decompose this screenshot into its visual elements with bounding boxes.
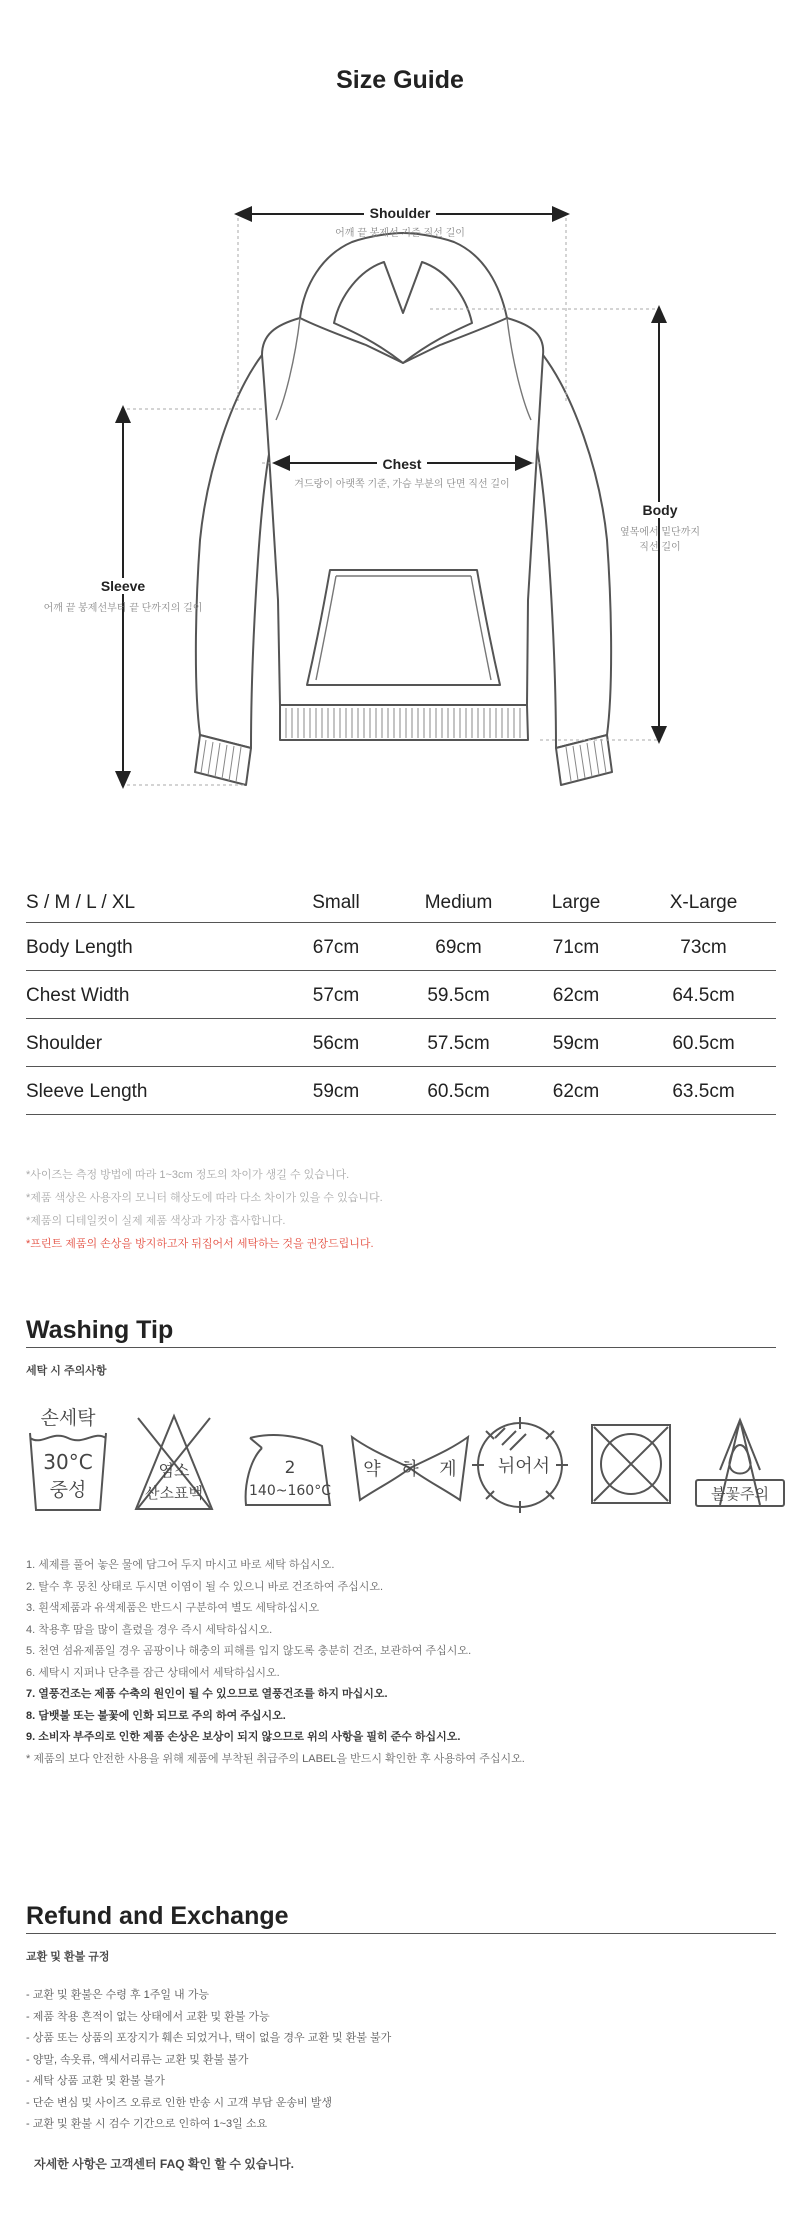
table-cell: 56cm: [276, 1018, 396, 1066]
washing-title: Washing Tip: [26, 1316, 776, 1348]
size-table: [26, 880, 776, 1115]
list-item: - 제품 착용 흔적이 없는 상태에서 교환 및 환불 가능: [26, 2010, 270, 2023]
table-cell: 59cm: [276, 1066, 396, 1114]
refund-title: Refund and Exchange: [26, 1902, 776, 1934]
header-cell: S / M / L / XL: [26, 880, 276, 922]
note: *사이즈는 측정 방법에 따라 1~3cm 정도의 차이가 생길 수 있습니다.: [26, 1169, 350, 1181]
list-item: 2. 탈수 후 뭉친 상태로 두시면 이염이 될 수 있으니 바로 건조하여 주십시오.: [26, 1580, 384, 1593]
faq-note: 자세한 사항은 고객센터 FAQ 확인 할 수 있습니다.: [34, 2157, 294, 2171]
body-desc-2: 직선 길이: [639, 541, 681, 553]
header-cell: Small: [276, 880, 396, 922]
size-table-header: [26, 880, 776, 922]
table-cell: 60.5cm: [396, 1066, 521, 1114]
left-sleeve: [196, 355, 276, 748]
chest-desc: 겨드랑이 아랫쪽 기준, 가슴 부분의 단면 직선 길이: [294, 479, 510, 490]
table-row: [26, 922, 776, 970]
list-item: - 단순 변심 및 사이즈 오류로 인한 반송 시 고객 부담 운송비 발생: [26, 2096, 332, 2109]
kangaroo-pocket: [307, 570, 500, 685]
washing-subtitle: 세탁 시 주의사항: [26, 1365, 107, 1377]
hem-band: [280, 705, 528, 740]
wring-char-1: 약: [363, 1459, 381, 1480]
list-item: 8. 담뱃불 또는 불꽃에 인화 되므로 주의 하여 주십시오.: [26, 1709, 286, 1722]
sleeve-desc: 어깨 끝 봉제선부터 끝 단까지의 길이: [43, 603, 203, 614]
note-warning: *프린트 제품의 손상을 방지하고자 뒤집어서 세탁하는 것을 권장드립니다.: [26, 1238, 374, 1250]
table-cell: 71cm: [521, 922, 631, 970]
shoulder-label: [300, 205, 500, 242]
wring-char-2: 하: [401, 1459, 419, 1480]
bleach-line2: 산소표백: [145, 1484, 203, 1502]
body-label: [600, 502, 720, 555]
iron-temp: 140~160°C: [249, 1483, 331, 1499]
list-item: - 상품 또는 상품의 포장지가 훼손 되었거나, 택이 없을 경우 교환 및 환불 불가: [26, 2032, 392, 2044]
table-cell: 67cm: [276, 922, 396, 970]
washing-icons: [0, 1395, 800, 1525]
row-label: Body Length: [26, 922, 276, 970]
list-item: - 교환 및 환불 시 검수 기간으로 인하여 1~3일 소요: [26, 2118, 268, 2130]
list-item: - 세탁 상품 교환 및 환불 불가: [26, 2075, 165, 2087]
table-cell: 62cm: [521, 970, 631, 1018]
sleeve-title: Sleeve: [97, 578, 149, 594]
sleeve-label: [28, 578, 218, 617]
table-row: [26, 1066, 776, 1114]
list-item: 1. 세제를 풀어 놓은 물에 담그어 두지 마시고 바로 세탁 하십시오.: [26, 1559, 335, 1571]
table-cell: 57cm: [276, 970, 396, 1018]
table-cell: 57.5cm: [396, 1018, 521, 1066]
table-cell: 59.5cm: [396, 970, 521, 1018]
washing-tips: [26, 1555, 525, 1770]
row-label: Shoulder: [26, 1018, 276, 1066]
hand-wash-temp: 30°C: [43, 1450, 93, 1474]
list-item: 6. 세탁시 지퍼나 단추를 잠근 상태에서 세탁하십시오.: [26, 1666, 280, 1679]
page-title: Size Guide: [336, 66, 464, 94]
hand-wash-line1: 손세탁: [40, 1407, 96, 1429]
hoodie-diagram: [0, 190, 800, 810]
table-cell: 69cm: [396, 922, 521, 970]
table-cell: 73cm: [631, 922, 776, 970]
note: *제품 색상은 사용자의 모니터 해상도에 따라 다소 차이가 있을 수 있습니다.: [26, 1192, 383, 1204]
note: *제품의 디테일컷이 실제 제품 색상과 가장 흡사합니다.: [26, 1215, 286, 1227]
table-cell: 59cm: [521, 1018, 631, 1066]
hand-wash-line3: 중성: [49, 1479, 87, 1501]
table-cell: 62cm: [521, 1066, 631, 1114]
table-row: [26, 1018, 776, 1066]
list-item: - 양말, 속옷류, 액세서리류는 교환 및 환불 불가: [26, 2053, 249, 2066]
refund-rules: [26, 1985, 391, 2136]
table-cell: 63.5cm: [631, 1066, 776, 1114]
shoulder-desc: 어깨 끝 봉제선 기준 직선 길이: [335, 228, 465, 239]
table-cell: 64.5cm: [631, 970, 776, 1018]
list-item: * 제품의 보다 안전한 사용을 위해 제품에 부착된 취급주의 LABEL을 반드시 확인한 후 사용하여 주십시오.: [26, 1752, 525, 1765]
list-item: 4. 착용후 땀을 많이 흘렸을 경우 즉시 세탁하십시오.: [26, 1623, 273, 1636]
list-item: 3. 흰색제품과 유색제품은 반드시 구분하여 별도 세탁하십시오: [26, 1602, 320, 1614]
iron-dots: 2: [284, 1458, 296, 1478]
list-item: - 교환 및 환불은 수령 후 1주일 내 가능: [26, 1989, 209, 2001]
row-label: Sleeve Length: [26, 1066, 276, 1114]
table-row: [26, 970, 776, 1018]
flame-caution-text: 불꽃주의: [711, 1485, 769, 1503]
list-item: 7. 열풍건조는 제품 수축의 원인이 될 수 있으므로 열풍건조를 하지 마십시오.: [26, 1688, 388, 1700]
list-item: 9. 소비자 부주의로 인한 제품 손상은 보상이 되지 않으므로 위의 사항을 필히 준수 하십시오.: [26, 1731, 461, 1743]
body-title: Body: [639, 502, 682, 518]
refund-subtitle: 교환 및 환불 규정: [26, 1951, 110, 1963]
header-cell: X-Large: [631, 880, 776, 922]
wring-char-3: 게: [439, 1459, 457, 1480]
header-cell: Large: [521, 880, 631, 922]
chest-label: [252, 456, 552, 493]
size-notes: [26, 1164, 383, 1256]
list-item: 5. 천연 섬유제품일 경우 곰팡이나 해충의 피해를 입지 않도록 충분히 건조, 보관하여 주십시오.: [26, 1645, 472, 1657]
chest-title: Chest: [377, 456, 428, 472]
table-cell: 60.5cm: [631, 1018, 776, 1066]
tumble-dry-text: 뉘어서: [497, 1456, 551, 1477]
shoulder-title: Shoulder: [364, 205, 437, 221]
bleach-line1: 염소: [158, 1461, 190, 1480]
body-desc-1: 옆목에서 밑단까지: [619, 527, 701, 538]
row-label: Chest Width: [26, 970, 276, 1018]
header-cell: Medium: [396, 880, 521, 922]
